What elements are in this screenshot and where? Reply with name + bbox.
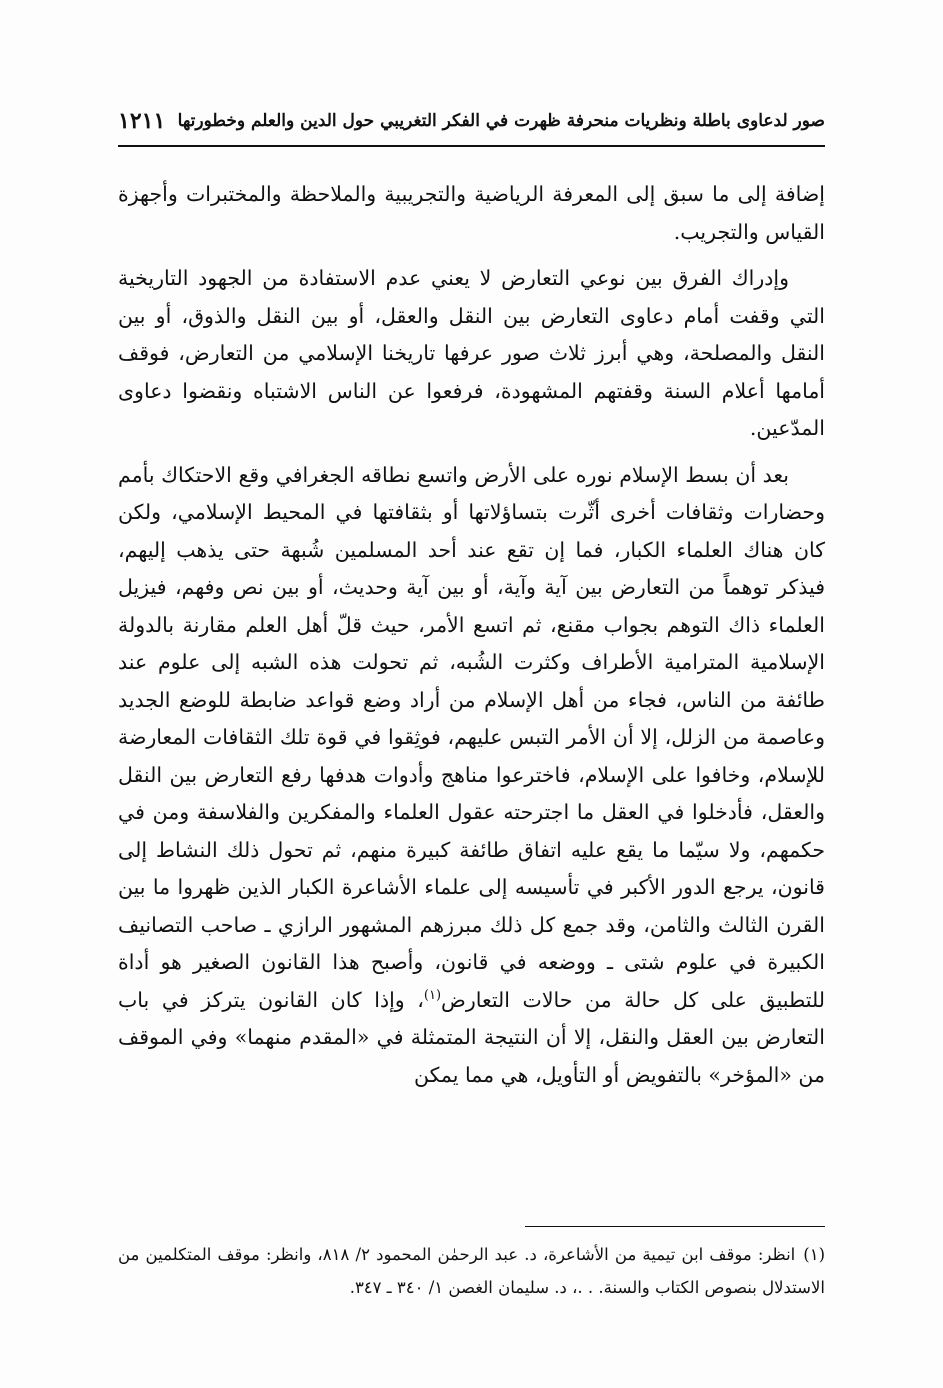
header-divider [118,145,825,147]
footnote-number: (١) [803,1245,825,1264]
paragraph-1: إضافة إلى ما سبق إلى المعرفة الرياضية والتجريبية والملاحظة والمختبرات وأجهزة القياس والتجريب. [118,182,825,244]
paragraph-2: وإدراك الفرق بين نوعي التعارض لا يعني عدم الاستفادة من الجهود التاريخية التي وقفت أمام دعاوى التعارض بين النقل والعقل، أو بين النقل والذوق، أو بين النقل والمصلحة، وهي أبرز ثلاث صور عرفها تاريخنا الإسلامي من التعارض، فوقف أمامها أعلام السنة وقفتهم المشهودة، فرفعوا عن الناس الاشتباه ونقضوا دعاوى المدّعين. [118,266,825,440]
running-header [118,104,825,138]
body-text [118,176,825,1094]
paragraph-3-main: بعد أن بسط الإسلام نوره على الأرض واتسع نطاقه الجغرافي وقع الاحتكاك بأمم وحضارات وثقافات أخرى أثّرت بتساؤلاتها أو بثقافتها في المحيط الإسلامي، ولكن كان هناك العلماء الكبار، فما إن تقع عند أحد المسلمين شُبهة حتى يذهب إليهم، فيذكر توهماً من التعارض بين آية وآية، أو بين آية وحديث، أو بين نص وفهم، فيزيل العلماء ذاك التوهم بجواب مقنع، ثم اتسع الأمر، حيث قلّ أهل العلم مقارنة بالدولة الإسلامية المترامية الأطراف وكثرت الشُبه، ثم تحولت هذه الشبه إلى علوم عند طائفة من الناس، فجاء من أهل الإسلام من أراد وضع قواعد ضابطة للوضع الجديد وعاصمة من الزلل، إلا أن الأمر التبس عليهم، فوثِقوا في قوة تلك الثقافات المعارضة للإسلام، وخافوا على الإسلام، فاخترعوا مناهج وأدوات هدفها رفع التعارض بين النقل والعقل، فأدخلوا في العقل ما اجترحته عقول العلماء والمفكرين والفلاسفة ومن في حكمهم، ولا سيّما ما يقع عليه اتفاق طائفة كبيرة منهم، ثم تحول ذلك النشاط إلى قانون، يرجع الدور الأكبر في تأسيسه إلى علماء الأشاعرة الكبار الذين ظهروا ما بين القرن الثالث والثامن، وقد جمع كل ذلك مبرزهم المشهور الرازي ـ صاحب التصانيف الكبيرة في علوم شتى ـ ووضعه في قانون، وأصبح هذا القانون الصغير هو أداة للتطبيق على كل حالة من حالات التعارض [118,462,825,1012]
footnote-reference[interactable]: (١) [423,987,442,1003]
footnote-divider [525,1226,825,1227]
page-number: ١٢١١ [118,108,166,134]
paragraph-3 [118,457,825,1095]
footnote-text: انظر: موقف ابن تيمية من الأشاعرة، د. عبد الرحمٰن المحمود ٢/ ٨١٨، وانظر: موقف المتكلمين من الاستدلال بنصوص الكتاب والسنة. . .، د. سليمان الغصن ١/ ٣٤٠ ـ ٣٤٧. [118,1245,825,1297]
running-header-title: صور لدعاوى باطلة ونظريات منحرفة ظهرت في الفكر التغريبي حول الدين والعلم وخطورتها [177,111,825,131]
paragraph-3-tail: ، وإذا كان القانون يتركز في باب التعارض بين العقل والنقل، إلا أن النتيجة المتمثلة في «المقدم منهما» وفي الموقف من «المؤخر» بالتفويض أو التأويل، هي مما يمكن [118,987,825,1087]
footnote [118,1238,825,1304]
